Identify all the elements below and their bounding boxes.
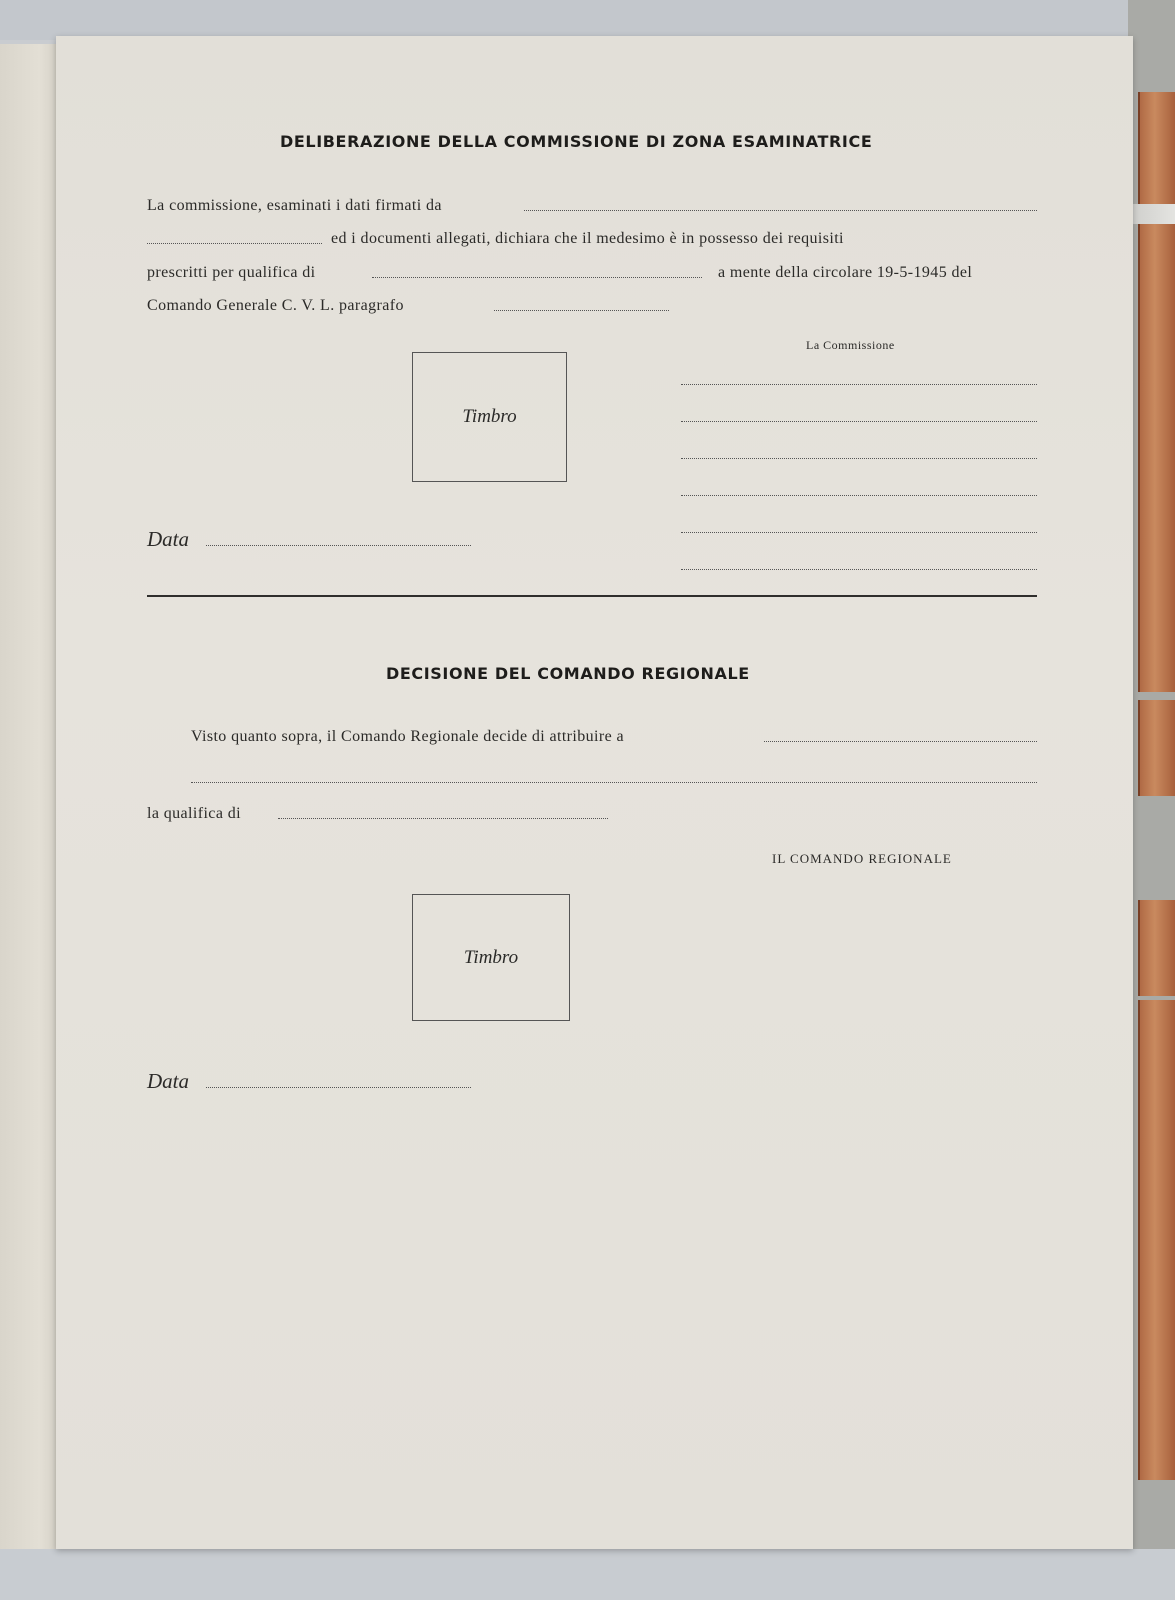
section1-line2: ed i documenti allegati, dichiara che il medesimo è in possesso dei requisiti [331,230,844,247]
paragraph-field[interactable] [494,310,669,311]
section1-line3b: a mente della circolare 19-5-1945 del [718,264,973,281]
stamp-box-2 [412,894,570,1021]
section-divider [147,595,1037,597]
qualification-field[interactable] [372,277,702,278]
signed-by-field[interactable] [524,210,1037,211]
regional-command-label: IL COMANDO REGIONALE [772,851,952,866]
date-field-2[interactable] [206,1087,471,1088]
stamp-label-1: Timbro [462,406,517,427]
date-field-1[interactable] [206,545,471,546]
section2-line1: Visto quanto sopra, il Comando Regionale decide di attribuire a [191,728,625,745]
assignee-field-cont[interactable] [191,782,1037,783]
section1-line1: La commissione, esaminati i dati firmati da [147,197,442,214]
commission-signature-1[interactable] [681,384,1037,385]
assigned-qualification-field[interactable] [278,818,608,819]
section1-heading: DELIBERAZIONE DELLA COMMISSIONE DI ZONA ESAMINATRICE [280,132,873,151]
assignee-field[interactable] [764,741,1037,742]
binder-wood-2 [1138,224,1175,692]
section2-heading: DECISIONE DEL COMANDO REGIONALE [386,664,750,683]
date-label-2: Data [147,1069,189,1093]
binder-tab-1 [1132,204,1175,224]
commission-signature-6[interactable] [681,569,1037,570]
date-label-1: Data [147,527,189,551]
commission-signature-2[interactable] [681,421,1037,422]
commission-signature-4[interactable] [681,495,1037,496]
section1-line3a: prescritti per qualifica di [147,264,316,281]
commission-signature-5[interactable] [681,532,1037,533]
section1-line4: Comando Generale C. V. L. paragrafo [147,297,404,314]
signed-by-field-cont[interactable] [147,243,322,244]
commission-signature-3[interactable] [681,458,1037,459]
stamp-box-1 [412,352,567,482]
scanner-bed-top [0,0,1175,40]
stamp-label-2: Timbro [463,946,519,968]
document-sheet [56,36,1133,1549]
binder-wood-1 [1138,92,1175,204]
scanner-bed-bottom [0,1549,1175,1600]
commission-label: La Commissione [806,338,895,352]
binder-wood-5 [1138,1000,1175,1480]
section2-line2: la qualifica di [147,805,241,822]
binder-wood-4 [1138,900,1175,996]
binder-wood-3 [1138,700,1175,796]
